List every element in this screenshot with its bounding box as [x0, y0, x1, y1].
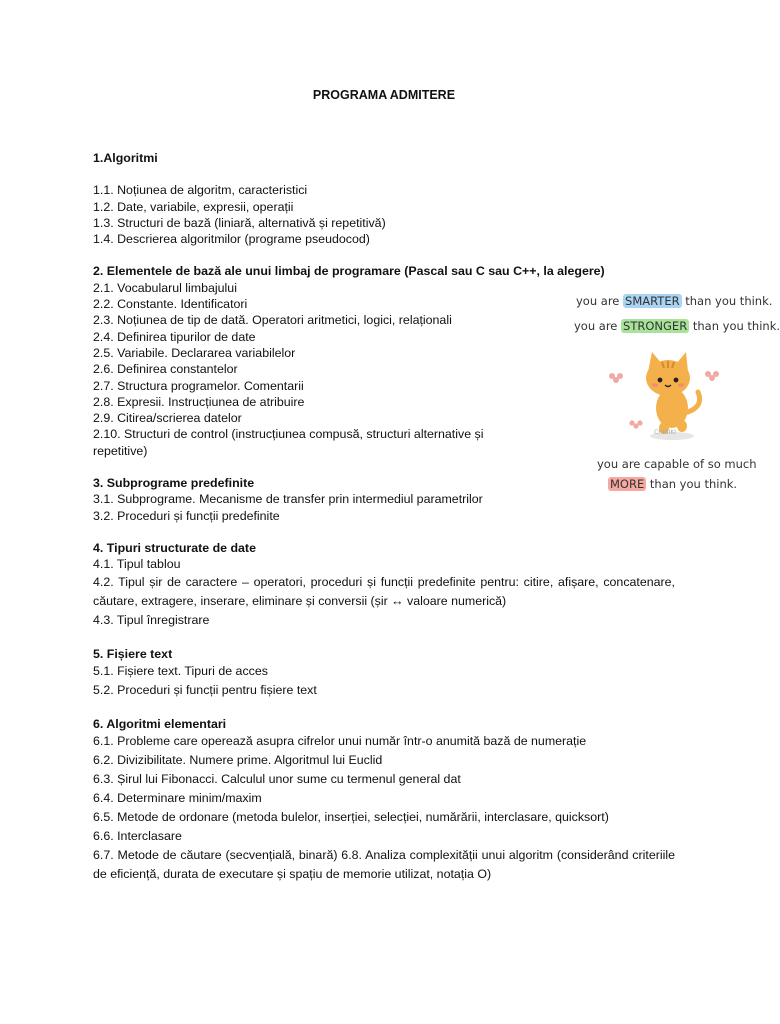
list-item: 1.3. Structuri de bază (liniară, alternativă și repetitivă) [93, 215, 386, 230]
list-item: 2.4. Definirea tipurilor de date [93, 329, 256, 344]
sticker-line-capable: you are capable of so much [597, 457, 757, 471]
section-tipuri-structurate [93, 540, 675, 630]
list-item: 6.4. Determinare minim/maxim [93, 791, 262, 806]
section-heading: 4. Tipuri structurate de date [93, 540, 256, 555]
list-item: 2.9. Citirea/scrierea datelor [93, 411, 242, 426]
section-heading: 2. Elementele de bază ale unui limbaj de programare (Pascal sau C sau C++, la alegere) [93, 264, 605, 279]
list-item: 6.5. Metode de ordonare (metoda bulelor, inserției, selecției, numărării, interclasare, quicksort) [93, 810, 609, 825]
list-item: 2.7. Structura programelor. Comentarii [93, 378, 304, 393]
list-item: 1.1. Noțiunea de algoritm, caracteristici [93, 183, 308, 198]
list-item: 2.5. Variabile. Declararea variabilelor [93, 345, 296, 360]
list-item: 5.1. Fișiere text. Tipuri de acces [93, 663, 268, 678]
list-item: 2.10. Structuri de control (instrucțiunea compusă, structuri alternative și repetitive) [93, 427, 484, 458]
list-item: 4.2. Tipul șir de caractere – operatori, proceduri și funcții predefinite pentru: citire, afișare, concatenare, căutare, extragere, inserare, eliminare și conversii (șir ↔ valoare numerică) [93, 574, 675, 608]
list-item: 1.4. Descrierea algoritmilor (programe pseudocod) [93, 232, 370, 247]
sticker-highlight-smarter: SMARTER [625, 294, 680, 308]
sticker-text: you are [576, 294, 620, 308]
sticker-text: than you think. [685, 294, 773, 308]
section-algoritmi-elementari [93, 716, 675, 884]
sticker-text: you are [574, 319, 618, 333]
section-heading: 5. Fișiere text [93, 646, 173, 661]
list-item: 3.1. Subprograme. Mecanisme de transfer prin intermediul parametrilor [93, 492, 483, 507]
list-item: 2.1. Vocabularul limbajului [93, 280, 237, 295]
list-item: 2.2. Constante. Identificatori [93, 297, 248, 312]
document-body [93, 150, 675, 900]
section-fisiere-text [93, 646, 675, 700]
section-heading: 6. Algoritmi elementari [93, 716, 227, 731]
sticker-line-stronger [574, 319, 780, 333]
section-heading: 3. Subprograme predefinite [93, 476, 255, 491]
motivational-sticker [566, 288, 780, 498]
sticker-text: than you think. [649, 477, 738, 491]
list-item: 6.7. Metode de căutare (secvențială, binară) 6.8. Analiza complexității unui algoritm (considerând criteriile de eficiență, durata de executare și spațiu de memorie utilizat, notația O) [93, 848, 675, 882]
sticker-signature: CHIBIKI [654, 429, 677, 436]
sticker-highlight-more: MORE [610, 477, 645, 491]
list-item: 4.1. Tipul tablou [93, 557, 181, 572]
list-item: 4.3. Tipul înregistrare [93, 612, 210, 627]
list-item: 2.6. Definirea constantelor [93, 362, 238, 377]
page-title: PROGRAMA ADMITERE [312, 88, 456, 102]
list-item: 1.2. Date, variabile, expresii, operații [93, 199, 294, 214]
list-item: 5.2. Proceduri și funcții pentru fișiere text [93, 682, 317, 697]
list-item: 6.6. Interclasare [93, 829, 182, 844]
list-item: 6.1. Probleme care operează asupra cifrelor unui număr într-o anumită bază de numerație [93, 734, 587, 749]
sticker-highlight-stronger: STRONGER [623, 319, 688, 333]
list-item: 6.2. Divizibilitate. Numere prime. Algoritmul lui Euclid [93, 753, 383, 768]
list-item: 2.3. Noțiunea de tip de dată. Operatori aritmetici, logici, relaționali [93, 313, 452, 328]
section-algoritmi [93, 150, 675, 247]
list-item: 2.8. Expresii. Instrucțiunea de atribuire [93, 394, 305, 409]
section-heading: 1.Algoritmi [93, 151, 158, 165]
list-item: 6.3. Șirul lui Fibonacci. Calculul unor sume cu termenul general dat [93, 772, 461, 787]
list-item: 3.2. Proceduri și funcții predefinite [93, 508, 280, 523]
sticker-line-smarter [576, 294, 772, 308]
sticker-line-more [608, 477, 737, 491]
sticker-text: than you think. [692, 319, 780, 333]
